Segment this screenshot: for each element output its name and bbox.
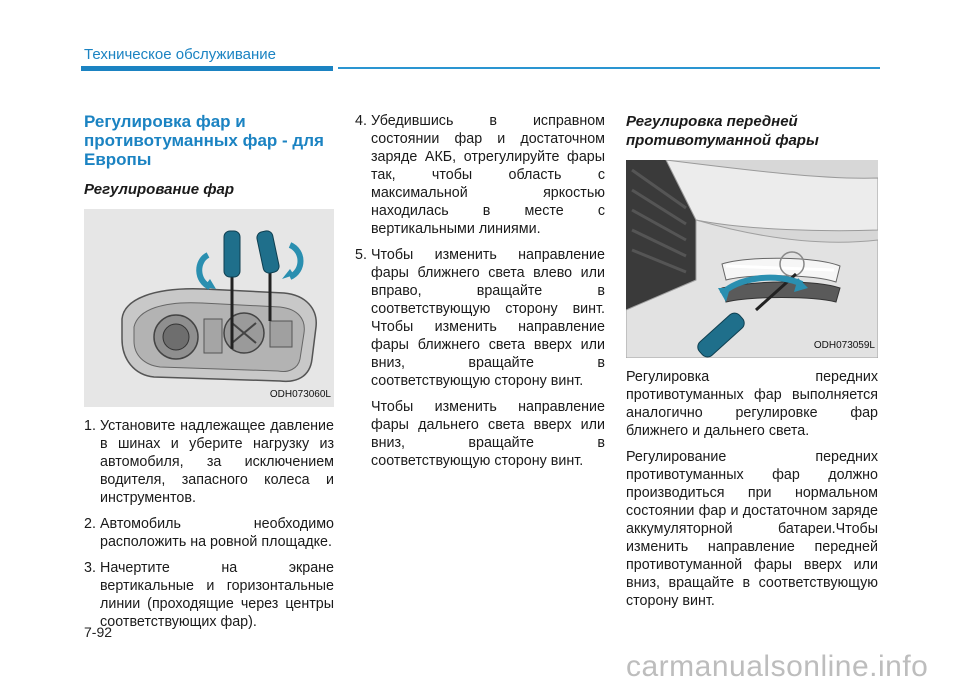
step-item [355, 112, 605, 238]
step-text: Автомобиль необходимо расположить на ровной площадке. [100, 516, 334, 550]
figure-code: ODH073059L [813, 340, 875, 351]
page-number: 7-92 [84, 624, 113, 640]
left-column [84, 112, 334, 631]
step-item [355, 246, 605, 390]
step-number: 5. [355, 247, 367, 263]
step-text: Чтобы изменить направление фары ближнего света влево или вправо, вращайте в соответствующую сторону винт. Чтобы изменить направление фары ближнего света вверх или вниз, вращайте в соответствующую сторону винт. [371, 247, 605, 389]
section-title: Регулировка фар и противотуманных фар - для Европы [84, 112, 324, 169]
step-item [84, 559, 334, 631]
step-text: Установите надлежащее давление в шинах и уберите нагрузку из автомобиля, за исключением водителя, запасного колеса и инструментов. [100, 418, 334, 506]
step-item [84, 515, 334, 551]
fog-paragraph: Регулирование передних противотуманных фар должно производиться при нормальном состоянии фар и достаточном заряде аккумуляторной батареи.Чтобы изменить направление передней противотуманной фары вверх или вниз, вращайте в соответствующую сторону винт. [626, 449, 878, 609]
chapter-title: Техническое обслуживание [84, 46, 276, 63]
fog-paragraph: Регулировка передних противотуманных фар выполняется аналогично регулировке фар ближнего и дальнего света. [626, 369, 878, 439]
steps-list-left [84, 417, 334, 631]
right-column [626, 112, 878, 610]
watermark: carmanualsonline.info [626, 650, 929, 683]
step-text: Начертите на экране вертикальные и горизонтальные линии (проходящие через центры соответствующих фар). [100, 560, 334, 630]
middle-column [355, 112, 605, 470]
step-number: 3. [84, 560, 96, 576]
header-rule [338, 67, 880, 69]
step-number: 1. [84, 418, 96, 434]
subsection-title: Регулирование фар [84, 181, 235, 198]
foglamp-illustration [626, 160, 878, 358]
foglamp-figure [626, 160, 878, 358]
step-note: Чтобы изменить направление фары дальнего света вверх или вниз, вращайте в соответствующую сторону винт. [371, 399, 605, 469]
header-bar [81, 66, 333, 71]
figure-code: ODH073060L [269, 389, 331, 400]
headlamp-figure [84, 209, 334, 407]
step-number: 2. [84, 516, 96, 532]
fog-section-title: Регулировка передней противотуманной фары [626, 113, 819, 149]
step-number: 4. [355, 113, 367, 129]
step-item [84, 417, 334, 507]
headlamp-illustration [84, 209, 334, 407]
step-text: Убедившись в исправном состоянии фар и достаточном заряде АКБ, отрегулируйте фары так, чтобы область с максимальной яркостью находилась в месте с вертикальными линиями. [371, 113, 605, 237]
